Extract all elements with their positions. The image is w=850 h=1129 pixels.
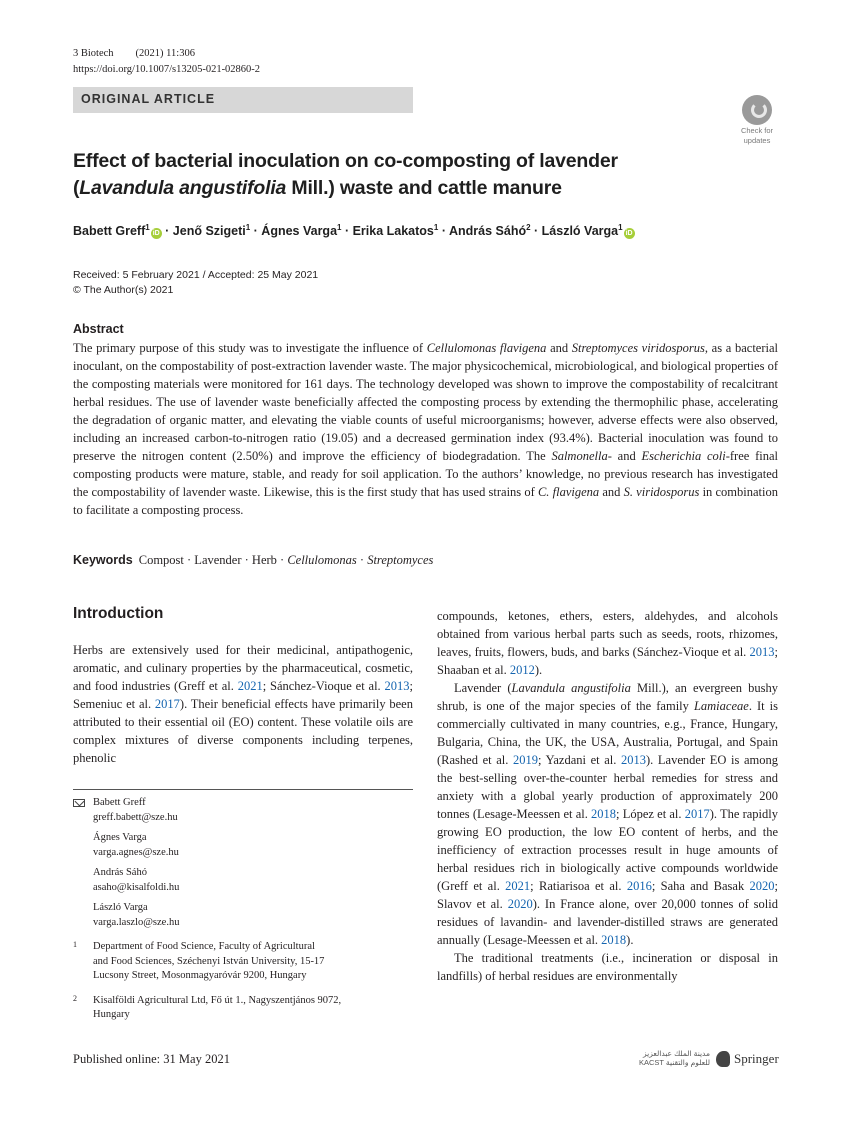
citation-link[interactable]: 2013 xyxy=(384,679,410,693)
article-type-banner xyxy=(73,87,413,113)
author-list xyxy=(73,223,793,239)
author-separator: · xyxy=(250,224,262,239)
citation-link[interactable]: 2013 xyxy=(621,753,647,767)
copyright: © The Author(s) 2021 xyxy=(73,284,174,296)
author-affiliation-number: 2 xyxy=(526,223,531,232)
italic-text: Lamiaceae xyxy=(693,699,749,713)
title-line-2: (Lavandula angustifolia Mill.) waste and cattle manure xyxy=(73,177,562,199)
journal-name: 3 Biotech xyxy=(73,48,114,59)
italic-text: Streptomyces xyxy=(367,553,434,567)
citation-link[interactable]: 2019 xyxy=(512,753,538,767)
citation-link[interactable]: 2020 xyxy=(749,879,775,893)
intro-paragraph: Lavender (Lavandula angustifolia Mill.), an evergreen bushy shrub, is one of the major species of the family Lamiaceae. It is commercially cultivated in many countries, e.g., France, Hungary, Bulgaria, China, the UK, the USA, Australia, Portugal, and Spain (Rashed et al. 2019; Yazdani et al. 2013). Lavender EO is among the best-selling over-the-counter herbal remedies for stress and anxiety with a global yearly production of approximately 200 tonnes (Lesage-Meessen et al. 2018; López et al. 2017). The rapidly growing EO production, the low EO content of herbs, and the inefficiency of extraction processes result in huge amounts of herbal residues rich in biologically active compounds worldwide (Greff et al. 2021; Ratiarisoa et al. 2016; Saha and Basak 2020; Slavov et al. 2020). In France alone, over 20,000 tonnes of solid residues of lavandin- and lavender-distilled straws are generated annually (Lesage-Meessen et al. 2018). xyxy=(437,681,779,947)
citation-link[interactable]: 2021 xyxy=(237,679,263,693)
article-title xyxy=(73,148,773,202)
italic-text: Cellulomonas flavigena xyxy=(426,341,547,355)
orcid-icon[interactable]: iD xyxy=(625,230,633,238)
author-name[interactable]: Ágnes Varga xyxy=(261,224,338,239)
author-separator: · xyxy=(341,224,353,239)
abstract-heading: Abstract xyxy=(73,322,124,336)
author-name[interactable]: Babett Greff xyxy=(73,224,146,239)
keywords-list: Compost · Lavender · Herb · Cellulomonas · Streptomyces xyxy=(138,553,434,567)
check-updates-line1: Check for xyxy=(740,126,774,135)
contact-name: Babett Greff xyxy=(93,797,146,808)
doi-link[interactable]: https://doi.org/10.1007/s13205-021-02860-2 xyxy=(73,64,261,75)
affiliation-list xyxy=(73,940,413,1023)
author-affiliation-number: 1 xyxy=(145,223,150,232)
italic-text: Escherichia coli xyxy=(641,449,726,463)
keywords-label: Keywords xyxy=(73,553,133,567)
check-for-updates-badge[interactable] xyxy=(735,95,779,145)
affiliation-line: Kisalföldi Agricultural Ltd, Fő út 1., Nagyszentjános 9072, xyxy=(93,994,342,1006)
intro-paragraph: The traditional treatments (i.e., incineration or disposal in landfills) of herbal residues are environmentally xyxy=(437,951,778,983)
author-name[interactable]: László Varga xyxy=(541,224,619,239)
author-separator: · xyxy=(161,224,173,239)
author-separator: · xyxy=(530,224,542,239)
received-accepted: Received: 5 February 2021 / Accepted: 25 May 2021 xyxy=(73,269,319,281)
contact-entry xyxy=(73,901,413,930)
citation-link[interactable]: 2018 xyxy=(591,807,617,821)
contact-entry xyxy=(73,796,413,825)
author-name[interactable]: Jenő Szigeti xyxy=(172,224,246,239)
italic-text: S. viridosporus xyxy=(623,485,700,499)
italic-text: C. flavigena xyxy=(537,485,600,499)
affiliation-line: Hungary xyxy=(93,1009,130,1020)
citation-link[interactable]: 2018 xyxy=(601,933,627,947)
journal-header xyxy=(73,46,260,78)
envelope-icon xyxy=(73,799,85,807)
author-affiliation-number: 1 xyxy=(433,223,439,232)
italic-text: Cellulomonas xyxy=(287,553,357,567)
check-updates-icon xyxy=(742,95,772,125)
affiliation-number: 2 xyxy=(73,993,77,1003)
intro-column-2 xyxy=(437,607,778,985)
contact-email[interactable]: varga.laszlo@sze.hu xyxy=(93,916,180,928)
contact-list xyxy=(73,796,413,930)
journal-volume: (2021) 11:306 xyxy=(135,48,195,59)
publisher-logos xyxy=(620,1045,780,1079)
keywords xyxy=(73,553,433,568)
title-species: Lavandula angustifolia xyxy=(79,177,287,199)
citation-link[interactable]: 2013 xyxy=(749,645,775,659)
contact-email[interactable]: asaho@kisalfoldi.hu xyxy=(93,881,180,893)
citation-link[interactable]: 2021 xyxy=(505,879,531,893)
affiliation-line: Lucsony Street, Mosonmagyaróvár 9200, Hungary xyxy=(93,970,307,981)
affiliation-number: 1 xyxy=(73,940,77,949)
springer-logo-text: Springer xyxy=(734,1051,779,1066)
citation-link[interactable]: 2016 xyxy=(626,879,652,893)
published-online: Published online: 31 May 2021 xyxy=(73,1052,230,1066)
citation-link[interactable]: 2017 xyxy=(684,807,710,821)
check-updates-line2: updates xyxy=(743,136,771,145)
orcid-icon[interactable]: iD xyxy=(152,230,160,238)
author-affiliation-number: 1 xyxy=(618,223,623,232)
author-affiliation-number: 1 xyxy=(337,223,342,232)
abstract-text: The primary purpose of this study was to investigate the influence of Cellulomonas flavigena and Streptomyces viridosporus, as a bacterial inoculant, on the compostability of post-extraction lavender waste. The major physicochemical, microbiological, and biological properties of the composting materials were monitored for 161 days. The technology developed was shown to improve the compostability of recalcitrant herbal residues. The use of lavender waste beneficially affected the composting process by extending the thermophilic phase, accelerating the degradation of organic matter, and elevating the viable counts of useful microorganisms; however, adverse effects were also observed, including an increased carbon-to-nitrogen ratio (19.05) and a decreased germination index (93.4%). Bacterial inoculation was found to preserve the nitrogen content (2.50%) and improve the efficiency of biodegradation. The Salmonella- and Escherichia coli-free final composting products were mature, stable, and ready for soil application. To the authors’ knowledge, no previous research has investigated the compostability of lavender waste. Likewise, this is the first study that has used strains of C. flavigena and S. viridosporus in combination to facilitate a composting process. xyxy=(73,341,778,517)
author-name[interactable]: Erika Lakatos xyxy=(352,224,434,239)
article-type-label: ORIGINAL ARTICLE xyxy=(81,92,216,106)
italic-text: Salmonella xyxy=(551,449,608,463)
correspondence-block xyxy=(73,796,413,1023)
citation-link[interactable]: 2012 xyxy=(509,663,535,677)
contact-name: László Varga xyxy=(93,902,148,913)
affiliation xyxy=(73,994,413,1023)
kacst-logo: مدينة الملك عبدالعزيز KACST للعلوم والتقنية xyxy=(638,1049,710,1067)
contact-name: András Sáhó xyxy=(93,867,147,878)
author-affiliation-number: 1 xyxy=(245,223,251,232)
article-dates xyxy=(73,268,318,298)
affiliation-line: Department of Food Science, Faculty of Agricultural xyxy=(93,941,315,952)
intro-paragraph-col1: Herbs are extensively used for their medicinal, antipathogenic, aromatic, and culinary properties by the pharmaceutical, cosmetic, and food industries (Greff et al. 2021; Sánchez-Vioque et al. 2013; Semeniuc et al. 2017). Their beneficial effects have primarily been attributed to their essential oil (EO) content. These volatile oils are complex mixtures of diverse components including terpenes, phenolic xyxy=(73,643,413,765)
contact-name: Ágnes Varga xyxy=(93,832,147,843)
author-name[interactable]: András Sáhó xyxy=(449,224,527,239)
title-line-1: Effect of bacterial inoculation on co-composting of lavender xyxy=(73,150,618,172)
intro-paragraph: compounds, ketones, ethers, esters, aldehydes, and alcohols obtained from various herbal parts such as seeds, roots, rhizomes, leaves, fruits, flowers, buds, and barks (Sánchez-Vioque et al. 2013; Shaaban et al. 2012). xyxy=(437,609,778,677)
affiliation xyxy=(73,940,413,984)
italic-text: Lavandula angustifolia xyxy=(511,681,631,695)
citation-link[interactable]: 2017 xyxy=(154,697,180,711)
contact-entry xyxy=(73,866,413,895)
footnote-divider xyxy=(73,789,413,790)
contact-email[interactable]: varga.agnes@sze.hu xyxy=(93,846,179,858)
citation-link[interactable]: 2020 xyxy=(507,897,533,911)
contact-email[interactable]: greff.babett@sze.hu xyxy=(93,811,178,823)
author-separator: · xyxy=(438,224,449,239)
springer-horse-icon xyxy=(716,1051,730,1067)
introduction-heading: Introduction xyxy=(73,605,164,622)
contact-entry xyxy=(73,831,413,860)
italic-text: Streptomyces viridosporus xyxy=(571,341,705,355)
affiliation-line: and Food Sciences, Széchenyi István University, 15-17 xyxy=(93,955,325,967)
